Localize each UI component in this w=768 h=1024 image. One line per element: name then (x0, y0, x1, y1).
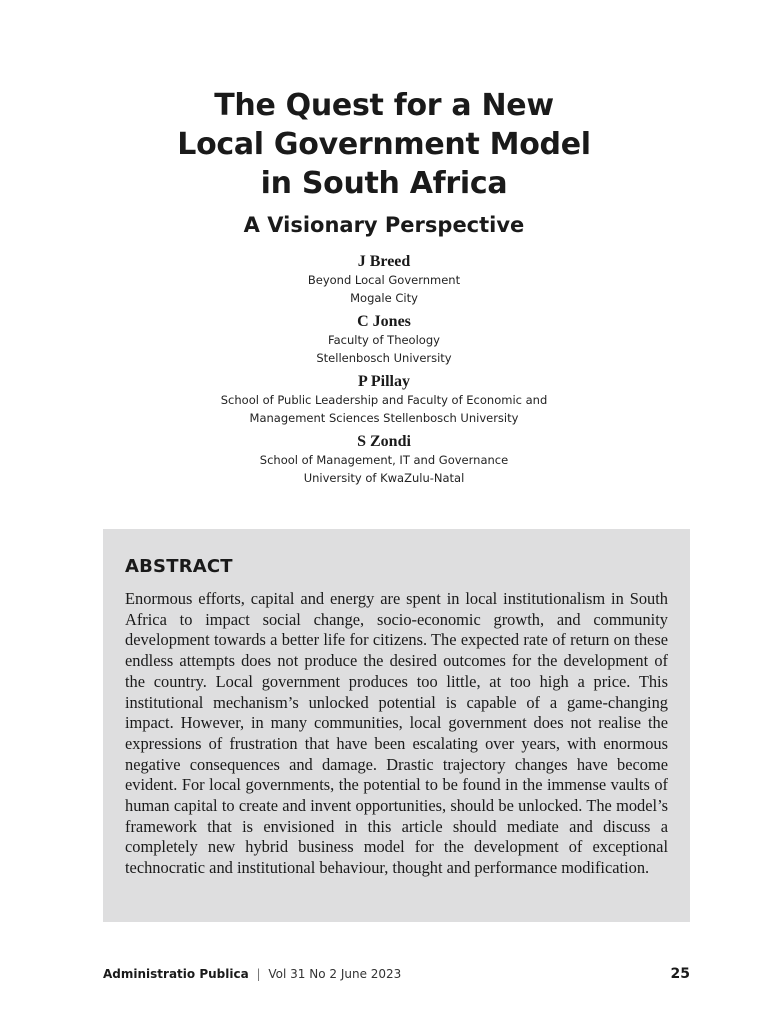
issue-info: Vol 31 No 2 June 2023 (268, 967, 402, 981)
author-name: P Pillay (358, 373, 410, 390)
author-affiliation: Stellenbosch University (316, 350, 452, 365)
paper-title (0, 86, 768, 203)
author-entry (0, 431, 768, 487)
title-line: in South Africa (260, 166, 508, 201)
author-affiliation: Management Sciences Stellenbosch University (249, 410, 519, 425)
title-line: Local Government Model (177, 127, 591, 162)
paper-subtitle: A Visionary Perspective (243, 213, 525, 237)
author-affiliation: Mogale City (350, 290, 418, 305)
author-name: S Zondi (357, 433, 411, 450)
journal-name: Administratio Publica (103, 967, 249, 981)
title-block (0, 86, 768, 239)
author-affiliation: Beyond Local Government (307, 273, 461, 287)
author-name: C Jones (357, 313, 411, 330)
title-line: The Quest for a New (214, 88, 554, 123)
page-number: 25 (670, 966, 690, 982)
author-entry (0, 251, 768, 307)
abstract-box (103, 529, 690, 922)
author-affiliation: School of Management, IT and Governance (259, 453, 509, 467)
abstract-heading: ABSTRACT (125, 556, 233, 577)
footer-separator: | (256, 967, 261, 981)
author-affiliation: Faculty of Theology (328, 333, 440, 347)
page-footer (103, 965, 690, 983)
author-entry (0, 371, 768, 427)
author-affiliation: School of Public Leadership and Faculty of Economic and (220, 393, 548, 407)
author-affiliation: University of KwaZulu-Natal (303, 470, 465, 485)
author-name: J Breed (357, 253, 411, 270)
abstract-text: Enormous efforts, capital and energy are spent in local institutionalism in South Africa to impact social change, socio-economic growth, and community development towards a better life for citizens. The expected rate of return on these endless attempts does not produce the desired outcomes for the development of the country. Local government produces too little, at too high a price. This institutional mechanism’s unlocked potential is capable of a game-changing impact. However, in many communities, local government does not realise the expressions of frustration that have been escalating over years, with enormous negative consequences and damage. Drastic trajectory changes have become evident. For local governments, the potential to be found in the immense vaults of human capital to create and invent opportunities, should be unlocked. The model’s framework that is envisioned in this article should mediate and discuss a completely new hybrid business model for the development of exceptional technocratic and institutional behaviour, thought and performance modification. (125, 589, 668, 878)
author-entry (0, 311, 768, 367)
author-list (0, 251, 768, 491)
